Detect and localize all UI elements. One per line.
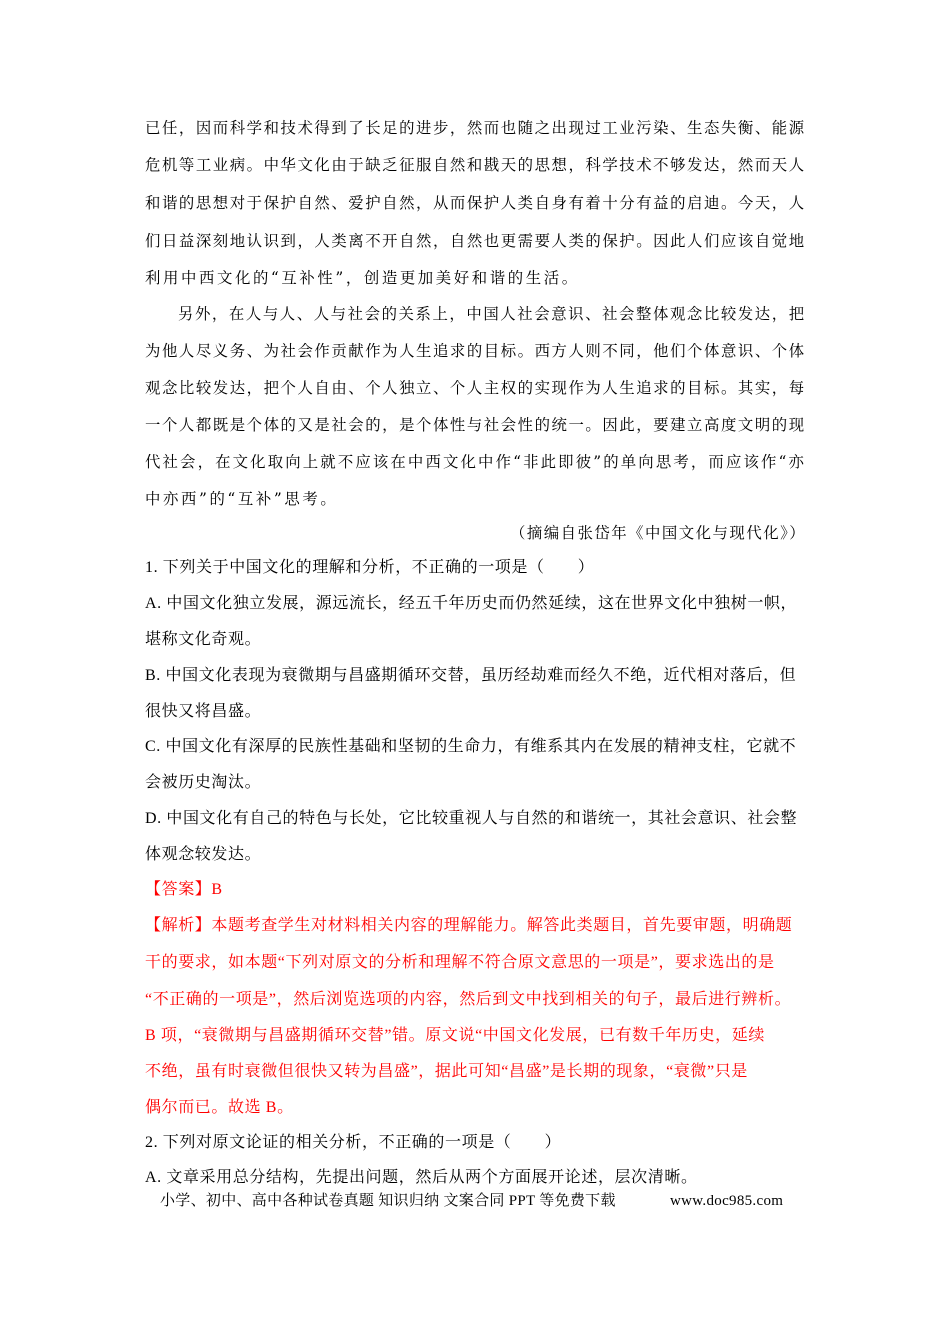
q2-stem: 2. 下列对原文论证的相关分析，不正确的一项是（ ） (145, 1134, 562, 1151)
q1-option-b-line-2: 很快又将昌盛。 (145, 703, 262, 720)
q1-analysis-line-4: B 项，“衰微期与昌盛期循环交替”错。原文说“中国文化发展，已有数千年历史，延续 (145, 1027, 765, 1044)
footer-url[interactable]: www.doc985.com (670, 1193, 784, 1209)
footer-text: 小学、初中、高中各种试卷真题 知识归纳 文案合同 PPT 等免费下载 (160, 1193, 616, 1209)
passage-line-6: 另外，在人与人、人与社会的关系上，中国人社会意识、社会整体观念比较发达，把 (178, 305, 806, 323)
passage-line-11: 中亦西”的“互补”思考。 (145, 490, 339, 508)
passage-line-8: 观念比较发达，把个人自由、个人独立、个人主权的实现作为人生追求的目标。其实，每 (145, 379, 806, 397)
q1-option-a-line-2: 堪称文化奇观。 (145, 631, 262, 648)
q1-option-d-line-1: D. 中国文化有自己的特色与长处，它比较重视人与自然的和谐统一，其社会意识、社会整 (145, 810, 798, 827)
q1-option-c-line-2: 会被历史淘汰。 (145, 774, 262, 791)
q1-analysis-line-5: 不绝，虽有时衰微但很快又转为昌盛”，据此可知“昌盛”是长期的现象，“衰微”只是 (145, 1063, 748, 1080)
passage-line-3: 和谐的思想对于保护自然、爱护自然，从而保护人类自身有着十分有益的启迪。今天，人 (145, 194, 806, 212)
passage-source: （摘编自张岱年《中国文化与现代化》） (510, 524, 807, 542)
q1-analysis-line-3: “不正确的一项是”，然后浏览选项的内容，然后到文中找到相关的句子，最后进行辨析。 (145, 991, 792, 1008)
q1-stem: 1. 下列关于中国文化的理解和分析，不正确的一项是（ ） (145, 559, 595, 576)
q1-option-c-line-1: C. 中国文化有深厚的民族性基础和坚韧的生命力，有维系其内在发展的精神支柱，它就不 (145, 738, 797, 755)
passage-line-7: 为他人尽义务、为社会作贡献作为人生追求的目标。西方人则不同，他们个体意识、个体 (145, 342, 806, 360)
q1-analysis-line-1: 【解析】本题考查学生对材料相关内容的理解能力。解答此类题目，首先要审题，明确题 (145, 917, 793, 934)
q1-option-d-line-2: 体观念较发达。 (145, 846, 262, 863)
q1-answer: 【答案】B (145, 881, 223, 898)
q1-analysis-line-2: 干的要求，如本题“下列对原文的分析和理解不符合原文意思的一项是”，要求选出的是 (145, 954, 775, 971)
q1-option-b-line-1: B. 中国文化表现为衰微期与昌盛期循环交替，虽历经劫难而经久不绝，近代相对落后，但 (145, 667, 797, 684)
passage-line-4: 们日益深刻地认识到，人类离不开自然，自然也更需要人类的保护。因此人们应该自觉地 (145, 232, 806, 250)
passage-line-10: 代社会，在文化取向上就不应该在中西文化中作“非此即彼”的单向思考，而应该作“亦 (145, 453, 807, 471)
q2-option-a: A. 文章采用总分结构，先提出问题，然后从两个方面展开论述，层次清晰。 (145, 1169, 698, 1186)
q1-option-a-line-1: A. 中国文化独立发展，源远流长，经五千年历史而仍然延续，这在世界文化中独树一帜， (145, 595, 798, 612)
passage-line-5: 利用中西文化的“互补性”，创造更加美好和谐的生活。 (145, 269, 580, 287)
passage-line-9: 一个人都既是个体的又是社会的，是个体性与社会性的统一。因此，要建立高度文明的现 (145, 416, 806, 434)
q1-analysis-line-6: 偶尔而已。故选 B。 (145, 1099, 294, 1116)
passage-line-1: 已任，因而科学和技术得到了长足的进步，然而也随之出现过工业污染、生态失衡、能源 (145, 119, 806, 137)
passage-line-2: 危机等工业病。中华文化由于缺乏征服自然和戡天的思想，科学技术不够发达，然而天人 (145, 156, 806, 174)
